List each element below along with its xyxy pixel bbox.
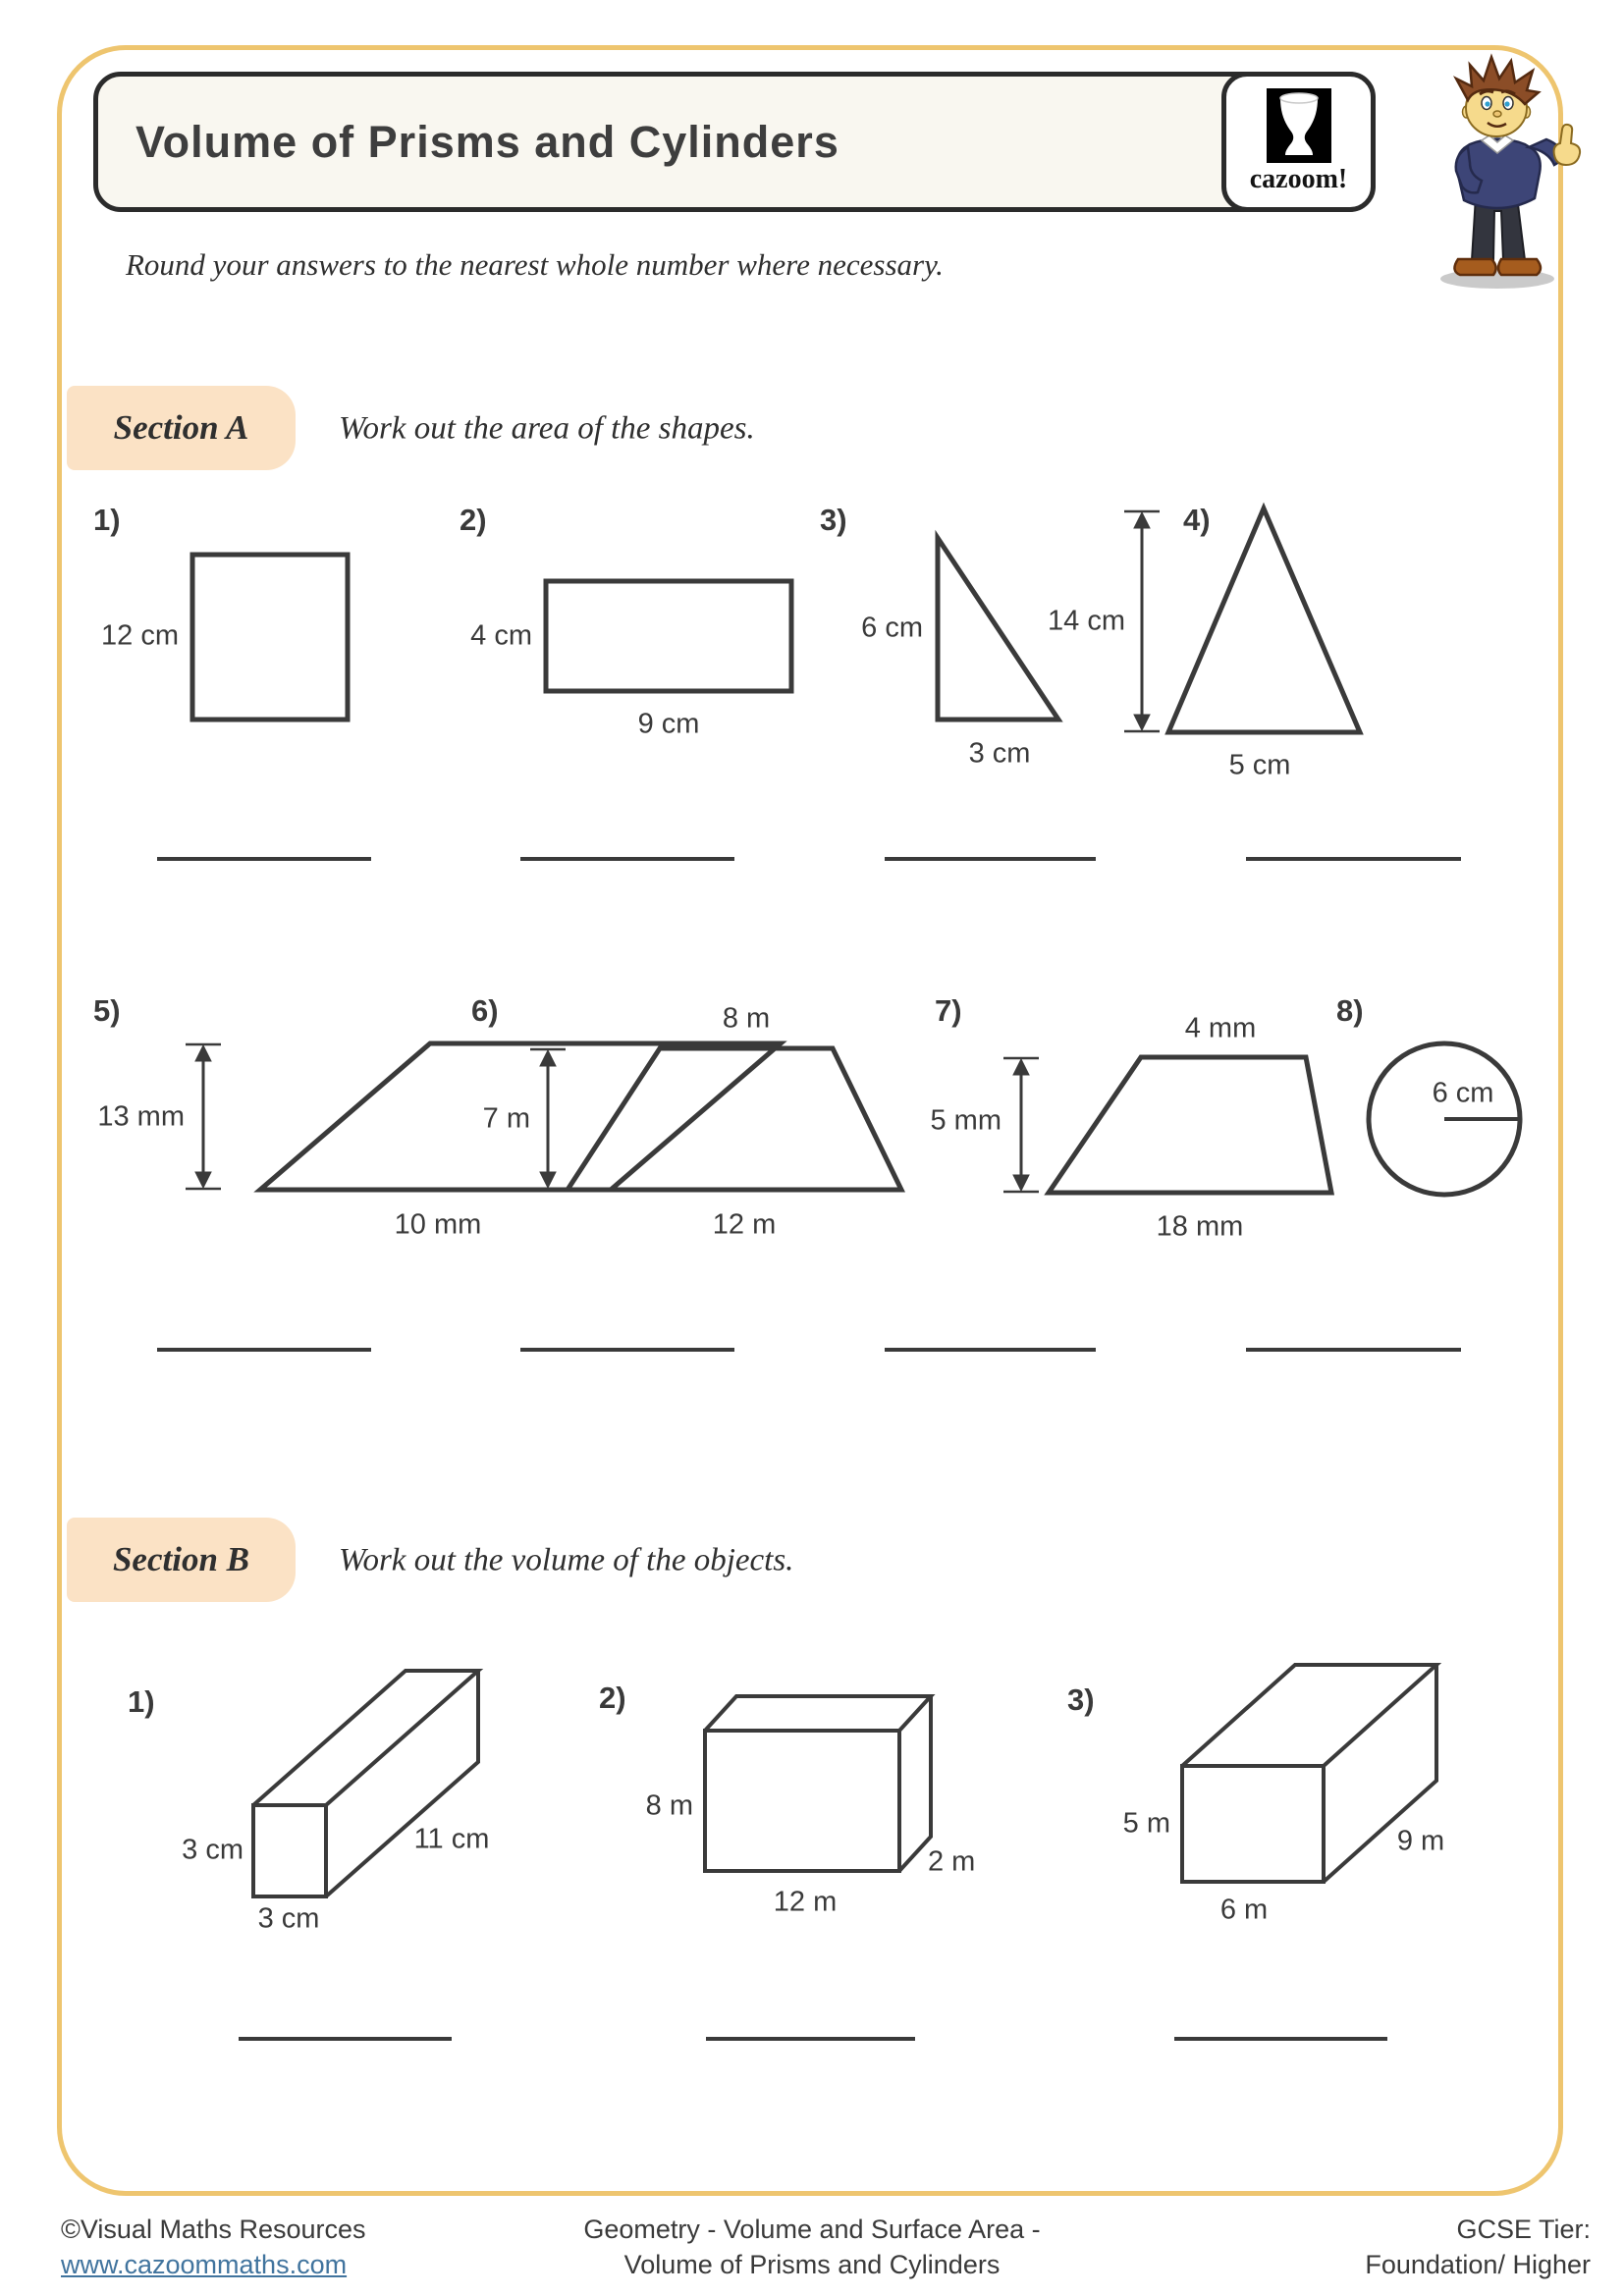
question-b2-number: 2) [599,1681,626,1715]
shape-square [192,555,348,720]
section-b-label: Section B [67,1518,296,1602]
section-b-caption: Work out the volume of the objects. [339,1542,794,1578]
shape-trapezium-2 [1049,1057,1331,1193]
dim-a3-base: 3 cm [968,737,1031,770]
shape-trapezium-1 [568,1048,901,1190]
cazoom-logo [1221,72,1376,212]
dim-a7-height: 5 mm [930,1104,1001,1137]
dim-a2-height: 4 cm [470,619,532,652]
dim-a8-radius: 6 cm [1432,1077,1494,1109]
footer-tier-value: Foundation/ Higher [1365,2250,1591,2279]
dim-a5-height: 13 mm [97,1100,185,1133]
answer-line-a3 [885,857,1096,861]
answer-line-a8 [1246,1348,1461,1352]
dim-a7-top: 4 mm [1184,1012,1257,1044]
answer-line-a4 [1246,857,1461,861]
dim-a1-side: 12 cm [101,619,179,652]
mascot-illustration [1399,49,1596,294]
dimension-arrow-a5 [186,1044,221,1189]
dim-a3-height: 6 cm [861,612,923,644]
answer-line-a1 [157,857,371,861]
dim-a6-base: 12 m [712,1208,777,1241]
dim-a2-base: 9 cm [637,708,700,740]
footer-topic-line2: Volume of Prisms and Cylinders [623,2250,1001,2279]
question-b1-number: 1) [128,1684,155,1719]
dim-a4-height: 14 cm [1048,605,1125,637]
question-a7-number: 7) [935,993,962,1028]
cuboid-1 [253,1671,478,1896]
cazoom-logo-text: cazoom! [1249,164,1348,194]
dim-a5-base: 10 mm [394,1208,482,1241]
footer-topic-line1: Geometry - Volume and Surface Area - [583,2215,1041,2244]
dim-a6-height: 7 m [482,1102,530,1135]
cazoom-vase-icon [1267,88,1331,163]
dim-a6-top: 8 m [722,1002,771,1035]
dimension-arrow-a7 [1003,1058,1039,1192]
answer-line-a7 [885,1348,1096,1352]
question-a1-number: 1) [93,503,121,537]
section-a-label: Section A [67,386,296,470]
dim-a4-base: 5 cm [1228,749,1291,781]
answer-line-b3 [1174,2037,1387,2041]
instruction-text: Round your answers to the nearest whole number where necessary. [126,247,944,282]
question-a3-number: 3) [820,503,847,537]
question-a8-number: 8) [1336,993,1364,1028]
shape-triangle [1168,508,1360,732]
question-a2-number: 2) [460,503,487,537]
shape-rectangle [546,581,791,691]
answer-line-b1 [239,2037,452,2041]
answer-line-a6 [520,1348,734,1352]
footer-copyright: ©Visual Maths Resources [61,2215,366,2244]
dim-b1-width: 3 cm [257,1902,320,1935]
answer-line-a5 [157,1348,371,1352]
dim-b2-width: 12 m [773,1886,838,1918]
dim-a7-base: 18 mm [1156,1210,1244,1243]
answer-line-a2 [520,857,734,861]
cuboid-2 [705,1696,931,1871]
question-a4-number: 4) [1183,503,1211,537]
question-b3-number: 3) [1067,1682,1095,1717]
shape-right-triangle [938,538,1058,720]
dim-b3-height: 5 m [1122,1807,1170,1840]
question-a6-number: 6) [471,993,499,1028]
dim-b1-height: 3 cm [182,1834,244,1866]
dim-b1-depth: 11 cm [413,1823,490,1855]
section-a-caption: Work out the area of the shapes. [339,410,755,447]
page-title: Volume of Prisms and Cylinders [135,116,839,167]
dim-b3-width: 6 m [1219,1894,1269,1926]
footer-tier-label: GCSE Tier: [1456,2215,1591,2244]
question-a5-number: 5) [93,993,121,1028]
footer-website-link[interactable]: www.cazoommaths.com [61,2250,348,2279]
dim-b3-depth: 9 m [1396,1825,1445,1857]
dimension-arrow-a4 [1124,511,1160,731]
answer-line-b2 [706,2037,915,2041]
dim-b2-height: 8 m [645,1789,693,1822]
dim-b2-depth: 2 m [928,1845,976,1878]
dimension-arrow-a6 [530,1049,566,1189]
